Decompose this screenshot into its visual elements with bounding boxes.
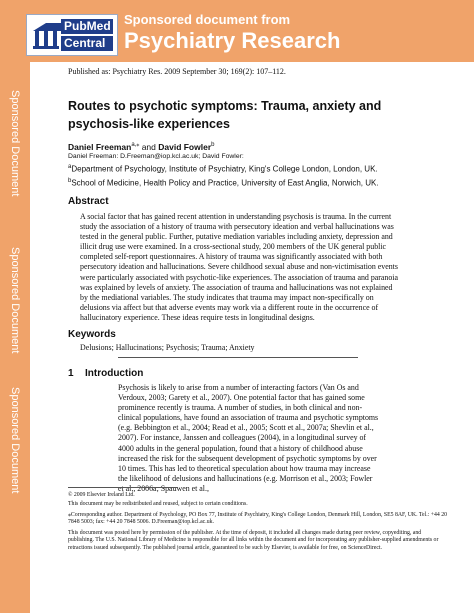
footnote-divider	[68, 487, 178, 488]
author-2-sup: b	[211, 142, 215, 148]
pubmed-central-logo[interactable]	[26, 14, 118, 56]
footnote-correspondence: ⁎Corresponding author. Department of Psychology, PO Box 77, Institute of Psychiatry, King's College London, Denmark Hill, London, SE5 8AF, UK. Tel.: +44 20 7848 5003; fax: +44 20 7848 5006. D.Freeman@iop.kcl.ac.uk.	[68, 512, 448, 526]
keywords-divider	[118, 357, 358, 358]
author-1[interactable]: Daniel Freeman	[68, 141, 132, 152]
side-label-2: Sponsored Document	[9, 247, 21, 354]
author-line	[68, 141, 214, 152]
header-banner	[0, 0, 474, 62]
author-2[interactable]: David Fowler	[158, 141, 212, 152]
author-1-sup: a,⁎	[131, 142, 140, 148]
keywords-text: Delusions; Hallucinations; Psychosis; Trauma; Anxiety	[80, 343, 255, 352]
paper-title: Routes to psychotic symptoms: Trauma, anxiety and psychosis-like experiences	[68, 99, 382, 131]
affiliation-a	[68, 164, 378, 174]
abstract-text: A social factor that has gained recent attention in understanding psychosis is trauma. In the current study the association of a history of trauma with persecutory ideation and verbal hallucinations was tested in the general public. Further, putative mediation variables including anxiety, depression and illicit drug use were examined. In a cross-sectional study, 200 members of the UK general public completed self-report questionnaires. A history of trauma was significantly associated with both persecutory ideation and hallucinations. Severe childhood sexual abuse and non-victimisation events were particularly associated with psychotic-like experiences. The association of trauma and paranoia was explained by levels of anxiety. The association of trauma and hallucinations was not explained by the mediational variables. The study indicates that trauma may impact non-specifically on delusions via affect but that adverse events may work via a different route in the occurrence of hallucinatory experience. These ideas require tests in longitudinal designs.	[80, 212, 398, 322]
logo-text	[61, 19, 113, 53]
side-label-3: Sponsored Document	[9, 387, 21, 494]
affiliation-a-sup: a	[68, 164, 72, 170]
author-and: and	[139, 141, 159, 152]
keywords-heading: Keywords	[68, 329, 116, 340]
affiliation-a-text: Department of Psychology, Institute of Psychiatry, King's College London, London, UK.	[71, 164, 378, 174]
side-label-1: Sponsored Document	[9, 90, 21, 197]
footnote-copyright: © 2009 Elsevier Ireland Ltd.	[68, 492, 135, 498]
side-bar	[0, 62, 30, 613]
institution-columns-icon	[33, 21, 59, 49]
logo-line-2: Central	[61, 36, 113, 51]
sponsored-label: Sponsored document from	[124, 12, 291, 27]
footnote-license: This document may be redistributed and reused, subject to certain conditions.	[68, 501, 248, 507]
affiliation-b-text: School of Medicine, Health Policy and Practice, University of East Anglia, Norwich, UK.	[71, 178, 379, 188]
intro-section-number: 1	[68, 368, 74, 379]
intro-text: Psychosis is likely to arise from a number of interacting factors (Van Os and Verdoux, 2003; Garety et al., 2007). One potential factor that has gained some prominence recently is trauma. A number of studies, in both clinical and non-clinical populations, have found an association of trauma and psychotic symptoms (e.g. Bebbington et al., 2004; Read et al., 2005; Scott et al., 2007a; Shevlin et al., 2007). For instance, Janssen and colleagues (2004), in a longitudinal survey of 4000 adults in the general population, found that a history of childhood abuse increased the risk for the subsequent development of psychotic symptoms by over 10 times. This has led to theoretical speculation about how trauma may increase the likelihood of delusions and hallucinations (e.g. Morrison et al., 2003; Fowler et al., 2006a; Spauwen et al.,	[118, 383, 379, 493]
affiliation-b	[68, 178, 379, 188]
journal-name: Psychiatry Research	[124, 28, 341, 53]
intro-heading: Introduction	[85, 368, 144, 379]
affiliation-b-sup: b	[68, 178, 72, 184]
logo-line-1: PubMed	[61, 19, 113, 34]
published-citation: Published as: Psychiatry Res. 2009 September 30; 169(2): 107–112.	[68, 67, 286, 76]
author-emails: Daniel Freeman: D.Freeman@iop.kcl.ac.uk; David Fowler:	[68, 153, 244, 160]
footnote-posting: This document was posted here by permission of the publisher. At the time of deposit, it included all changes made during peer review, copyediting, and publishing. The U.S. National Library of Medicine is responsible for all links within the document and for incorporating any publisher-supplied amendments or retractions issued subsequently. The published journal article, guaranteed to be such by Elsevier, is available for free, on ScienceDirect.	[68, 530, 439, 551]
abstract-heading: Abstract	[68, 196, 109, 207]
